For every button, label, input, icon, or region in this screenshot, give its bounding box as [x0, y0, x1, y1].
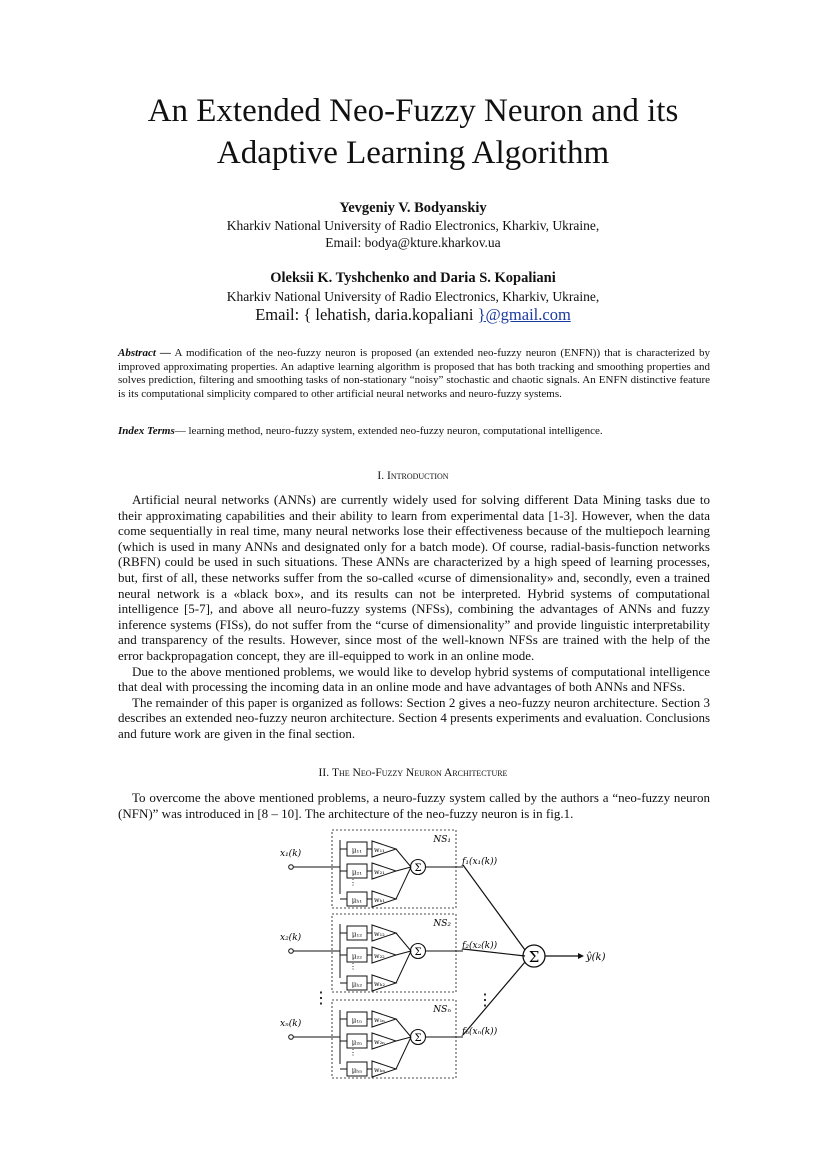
affiliation-1: [0, 217, 826, 251]
email-prefix: Email: { lehatish, daria.kopaliani: [255, 305, 478, 324]
fig-block-2-output-label: f₂(x₂(k)): [462, 941, 498, 951]
section-2-body: [118, 790, 710, 821]
nfn-paragraph-1: To overcome the above mentioned problems, a neuro-fuzzy system called by the authors a “neo-fuzzy neuron (NFN)” was introduced in [8 – 10]. The architecture of the neo-fuzzy neuron is in fig.1.: [118, 790, 710, 821]
fig-block-2-row-1-w-label: w₁₂: [374, 930, 385, 938]
fig-block-3-row-3-mu-label: μₕₙ: [351, 1066, 363, 1075]
fig-block-2-input-node: [289, 949, 294, 954]
fig-block-2-row-3-mu-label: μₕ₂: [351, 980, 363, 989]
section-1-heading: [0, 470, 826, 482]
fig-block-1-output-label: f₁(x₁(k)): [462, 857, 498, 867]
affiliation-2-email: [0, 305, 826, 325]
fig-block-1-row-2-mu-label: μ₂₁: [351, 868, 363, 877]
fig-block-2-label: NS₂: [433, 919, 451, 929]
fig-block-3-row-1-mu-label: μ₁ₙ: [351, 1016, 363, 1025]
affiliation-1-line-1: Kharkiv National University of Radio Electronics, Kharkiv, Ukraine,: [226, 218, 600, 233]
fig-block-2-row-1-to-sum: [396, 933, 411, 951]
introduction-body: [118, 492, 710, 742]
fig-block-3-row-1-to-sum: [396, 1019, 411, 1037]
abstract-text: A modification of the neo-fuzzy neuron is proposed (an extended neo-fuzzy neuron (ENFN)) that is characterized by improved approximating properties. An adaptive learning algorithm is proposed that has both tracking and smoothing properties and solves prediction, filtering and smoothing tasks of non-stationary “noisy” stochastic and chaotic signals. An ENFN distinctive feature is its computational simplicity compared to other artificial neural networks and neuro-fuzzy systems.: [118, 347, 710, 400]
fig-final-sum-symbol: Σ: [528, 948, 540, 966]
section-1-number: I.: [377, 470, 387, 482]
author-1: Yevgeniy V. Bodyanskiy: [339, 200, 487, 216]
section-2-number: II.: [318, 767, 332, 779]
fig-block-1-row-1-mu-label: μ₁₁: [351, 846, 363, 855]
fig-block-2-row-2-w-label: w₂₂: [374, 952, 385, 960]
title-line-2: Adaptive Learning Algorithm: [216, 135, 610, 171]
fig-final-output: ŷ(k): [586, 952, 606, 963]
fig-blocks: [280, 830, 525, 1078]
affiliation-1-email: Email: bodya@kture.kharkov.ua: [325, 235, 501, 250]
fig-block-3-dots: ⋮: [349, 1048, 357, 1057]
fig-block-3-row-2-to-sum: [396, 1037, 411, 1041]
fig-block-1-input-label: x₁(k): [280, 849, 302, 859]
fig-block-3-row-2-w-label: w₂ₙ: [374, 1038, 385, 1046]
fig-block-1-row-2-to-sum: [396, 867, 411, 871]
title-line-1: An Extended Neo-Fuzzy Neuron and its: [147, 93, 679, 129]
fig-block-2-row-1-mu-label: μ₁₂: [351, 930, 363, 939]
fig-block-1-label: NS₁: [433, 835, 451, 845]
abstract-label: Abstract —: [118, 347, 172, 359]
fig-block-3-row-2-mu-label: μ₂ₙ: [351, 1038, 363, 1047]
fig-block-3-row-3-to-sum: [396, 1037, 411, 1069]
abstract: [118, 347, 710, 401]
fig-block-2-row-3-w-label: wₕ₂: [374, 980, 385, 988]
index-terms: [118, 425, 710, 437]
author-2: Oleksii K. Tyshchenko and Daria S. Kopaliani: [270, 270, 556, 286]
index-terms-label: Index Terms: [118, 425, 175, 437]
fig-block-3-label: NSₙ: [433, 1005, 451, 1015]
fig-block-1-row-3-mu-label: μₕ₁: [351, 896, 363, 905]
paper-title: [0, 90, 826, 174]
fig-block-2-row-3-to-sum: [396, 951, 411, 983]
fig-block-1-to-final: [463, 865, 525, 950]
fig-block-1-input-node: [289, 865, 294, 870]
fig-block-3-sum-symbol: Σ: [414, 1033, 422, 1044]
fig-block-3-output-label: fₙ(xₙ(k)): [462, 1027, 498, 1037]
figure-neo-fuzzy-neuron: [280, 828, 610, 1083]
fig-block-1-sum-symbol: Σ: [414, 863, 422, 874]
fig-block-2-dots: ⋮: [349, 962, 357, 971]
affiliation-2: Kharkiv National University of Radio Electronics, Kharkiv, Ukraine,: [226, 289, 600, 304]
fig-block-1-row-2-w-label: w₂₁: [374, 868, 385, 876]
fig-block-2-sum-symbol: Σ: [414, 947, 422, 958]
intro-paragraph-1: Artificial neural networks (ANNs) are currently widely used for solving different Data Mining tasks due to their approximating capabilities and their ability to learn from experimental data [1-3]. However, when the data come sequentially in real time, many neural networks lose their effectiveness because of the multiepoch learning (which is used in many ANNs and designated only for a batch mode). Of course, radial-basis-function networks (RBFN) could be used in such situations. These ANNs are characterized by a high speed of learning processes, but, first of all, these networks suffer from the so-called «curse of dimensionality» and, secondly, even a trained neural network is a «black box», and its results can not be interpreted. Hybrid systems of computational intelligence [5-7], and above all neuro-fuzzy systems (NFSs), combining the advantages of ANNs and fuzzy inference systems (FISs), do not suffer from the “curse of dimensionality” and provide linguistic interpretability and transparency of the results. However, since most of the well-known NFSs are trained with the help of the error backpropagation concept, they are ill-equipped to work in an online mode.: [118, 492, 710, 663]
fig-block-2-row-2-mu-label: μ₂₂: [351, 952, 363, 961]
email-link[interactable]: }@gmail.com: [477, 305, 571, 324]
section-2-heading: [0, 767, 826, 779]
fig-block-1-dots: ⋮: [349, 878, 357, 887]
fig-block-3-input-label: xₙ(k): [280, 1019, 302, 1029]
section-1-title: Introduction: [386, 470, 449, 482]
section-2-title: The Neo-Fuzzy Neuron Architecture: [331, 767, 508, 779]
fig-block-2-input-label: x₂(k): [280, 933, 302, 943]
fig-block-2-row-2-to-sum: [396, 951, 411, 955]
fig-block-1-row-3-w-label: wₕ₁: [374, 896, 385, 904]
fig-block-3-to-final: [463, 962, 525, 1035]
fig-vdots-right: ⋮: [477, 990, 493, 1009]
intro-paragraph-3: The remainder of this paper is organized as follows: Section 2 gives a neo-fuzzy neuron architecture. Section 3 describes an extended neo-fuzzy neuron architecture. Section 4 presents experiments and evaluation. Conclusions and future work are given in the final section.: [118, 694, 710, 741]
fig-output-arrow: [578, 953, 584, 959]
fig-block-1-row-3-to-sum: [396, 867, 411, 899]
index-terms-text: — learning method, neuro-fuzzy system, extended neo-fuzzy neuron, computational intelligence.: [174, 425, 603, 437]
fig-block-3-row-1-w-label: w₁ₙ: [374, 1016, 385, 1024]
fig-block-3-row-3-w-label: wₕₙ: [374, 1066, 386, 1074]
fig-block-1-row-1-to-sum: [396, 849, 411, 867]
intro-paragraph-2: Due to the above mentioned problems, we would like to develop hybrid systems of computational intelligence that deal with processing the incoming data in an online mode and have advantages of both ANNs and NFSs.: [118, 663, 710, 695]
fig-vdots-left: ⋮: [313, 988, 329, 1007]
fig-block-1-row-1-w-label: w₁₁: [374, 846, 385, 854]
fig-block-3-input-node: [289, 1035, 294, 1040]
